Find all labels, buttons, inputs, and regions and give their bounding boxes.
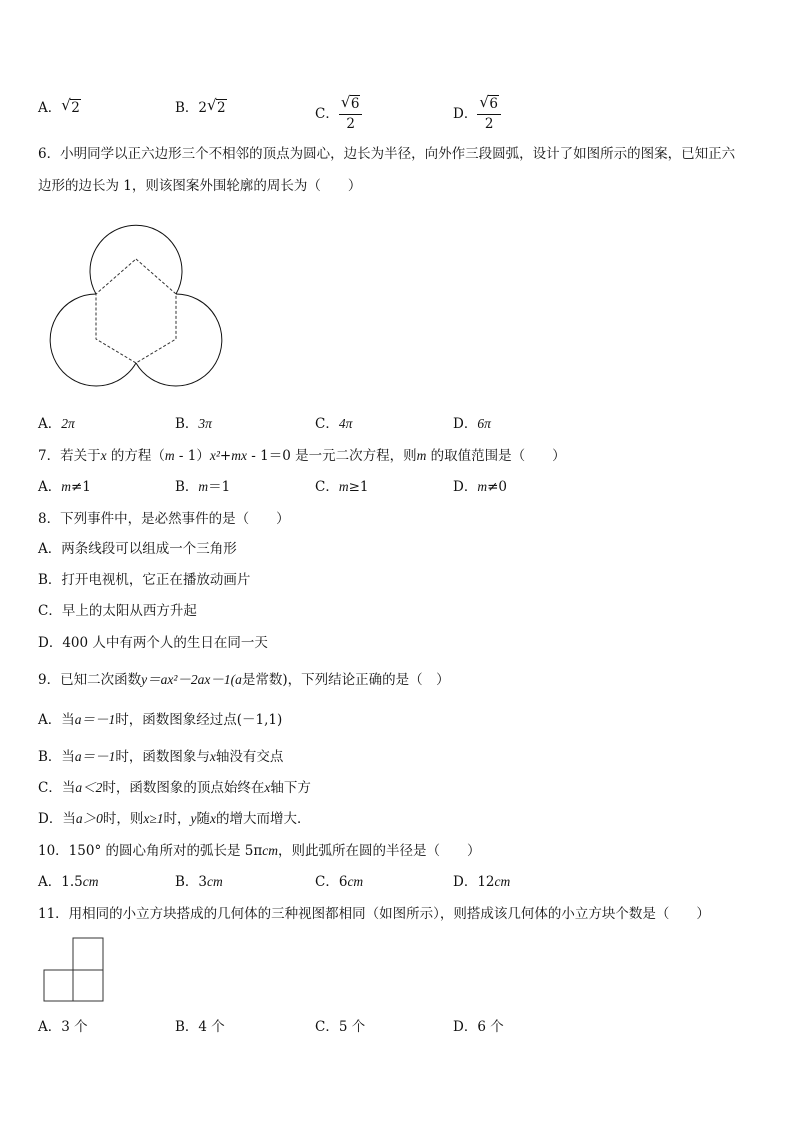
q8-stem: 8．下列事件中，是必然事件的是（ ） — [38, 511, 290, 527]
q7-option-b: B．m＝1 — [175, 479, 231, 495]
q11-stem: 11．用相同的小立方块搭成的几何体的三种视图都相同（如图所示），则搭成该几何体的小立方块个数是（ ） — [38, 906, 710, 922]
q9-option-d: D．当a＞0时，则x≥1时，y随x的增大而增大． — [38, 811, 311, 827]
q6-option-d: D．6π — [453, 416, 491, 432]
sqrt-symbol: √ 2 — [207, 98, 227, 118]
q9-stem: 9．已知二次函数y＝ax²－2ax－1(a是常数)，下列结论正确的是（ ） — [38, 672, 450, 688]
square-top — [73, 938, 103, 970]
q9-option-c: C．当a＜2时，函数图象的顶点始终在x轴下方 — [38, 780, 311, 796]
q10-option-b: B．3cm — [175, 874, 223, 890]
q6-option-b: B．3π — [175, 416, 212, 432]
square-bottom-left — [44, 970, 73, 1001]
q10-stem: 10．150° 的圆心角所对的弧长是 5πcm，则此弧所在圆的半径是（ ） — [38, 843, 481, 859]
sqrt-symbol: √ 2 — [61, 98, 81, 118]
q7-option-d: D．m≠0 — [453, 479, 507, 495]
q5-option-c: C． √ $\frac{6}{2}$ — [315, 98, 362, 131]
q8-option-d: D．400 人中有两个人的生日在同一天 — [38, 635, 268, 651]
q6-option-c: C．4π — [315, 416, 353, 432]
q11-option-b: B．4 个 — [175, 1019, 225, 1035]
q11-option-d: D．6 个 — [453, 1019, 504, 1035]
q7-stem: 7．若关于x 的方程（m - 1）x²+mx - 1＝0 是一元二次方程，则m 的取值范围是（ ） — [38, 448, 566, 464]
fraction: √ $\frac{6}{2}$ — [339, 98, 363, 131]
q7-option-c: C．m≥1 — [315, 479, 369, 495]
q9-option-a: A．当a＝－1时，函数图象经过点(－1,1) — [38, 712, 283, 728]
q10-option-d: D．12cm — [453, 874, 511, 890]
q5-option-b: B．2√ 2 — [175, 98, 227, 118]
q6-option-a: A．2π — [38, 416, 75, 432]
q8-option-a: A．两条线段可以组成一个三角形 — [38, 541, 237, 557]
q7-option-a: A．m≠1 — [38, 479, 91, 495]
q8-option-c: C．早上的太阳从西方升起 — [38, 603, 197, 619]
square-bottom-right — [73, 970, 103, 1001]
q8-option-b: B．打开电视机，它正在播放动画片 — [38, 572, 251, 588]
q9-option-b: B．当a＝－1时，函数图象与x轴没有交点 — [38, 749, 284, 765]
fraction: √ $\frac{6}{2}$ — [477, 98, 501, 131]
q10-option-c: C．6cm — [315, 874, 364, 890]
q11-option-a: A．3 个 — [38, 1019, 88, 1035]
q5-option-d: D． √ $\frac{6}{2}$ — [453, 98, 501, 131]
q6-stem-line1: 6．小明同学以正六边形三个不相邻的顶点为圆心，边长为半径，向外作三段圆弧，设计了如图所示的图案，已知正六 — [38, 146, 736, 162]
q10-option-a: A．1.5cm — [38, 874, 99, 890]
q6-stem-line2: 边形的边长为 1，则该图案外围轮廓的周长为（ ） — [38, 178, 362, 194]
q11-option-c: C．5 个 — [315, 1019, 366, 1035]
q5-option-a: A．√ 2 — [38, 98, 81, 118]
